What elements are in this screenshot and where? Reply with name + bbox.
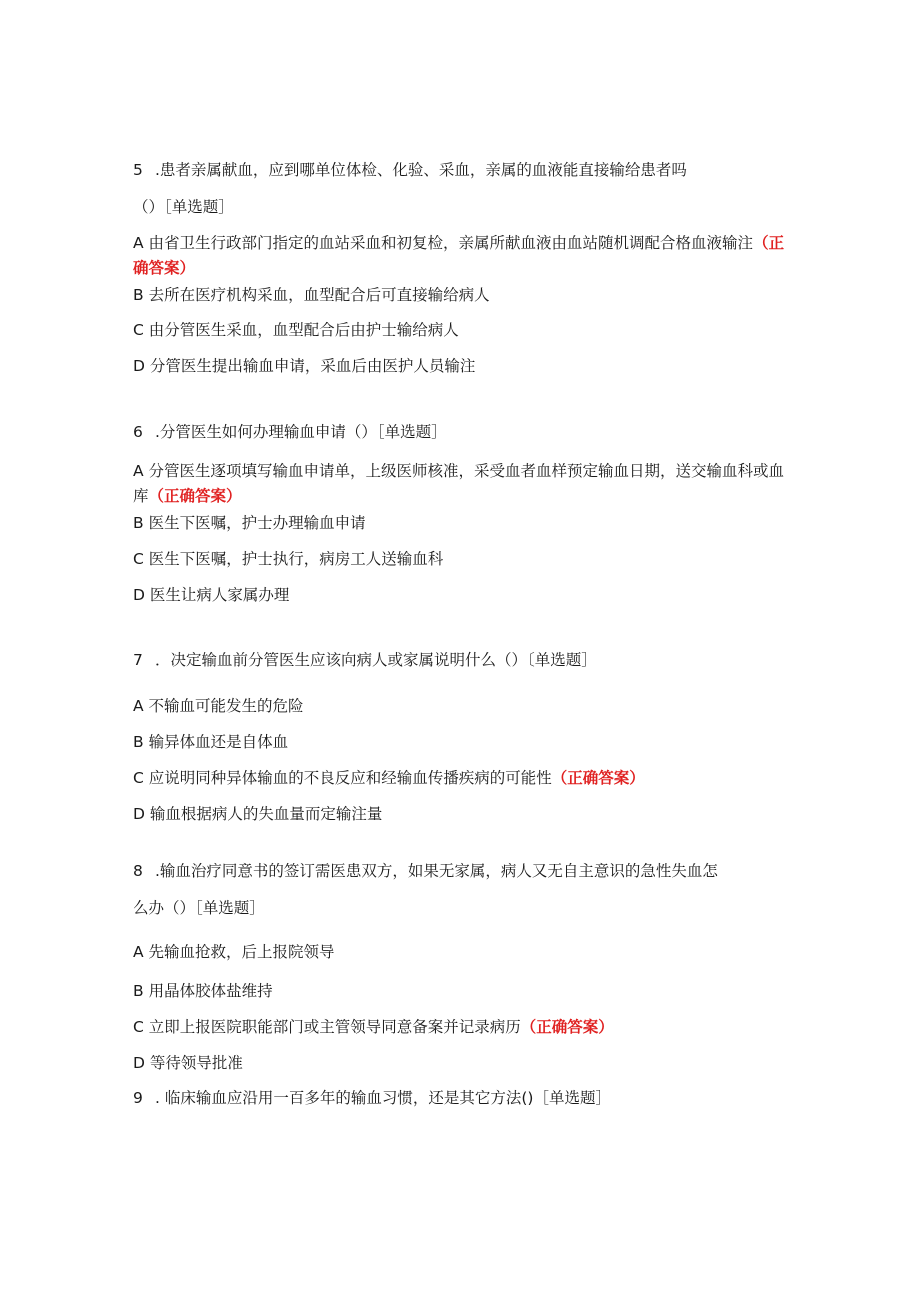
- option-label: C: [133, 769, 144, 787]
- question-text-continued: 么办（）［单选题］: [133, 899, 265, 917]
- option-text: 应说明同种异体输血的不良反应和经输血传播疾病的可能性: [148, 769, 552, 787]
- option-label: C: [133, 321, 144, 339]
- option-label: A: [133, 697, 144, 715]
- option-label: C: [133, 550, 144, 568]
- question-text: .分管医生如何办理输血申请（）［单选题］: [155, 423, 447, 441]
- question-5-option-a: [133, 231, 793, 281]
- option-text: 不输血可能发生的危险: [148, 697, 304, 715]
- option-text: 医生让病人家属办理: [149, 586, 290, 604]
- correct-answer-mark: （正确答案）: [148, 487, 242, 505]
- option-text: 立即上报医院职能部门或主管领导同意备案并记录病历: [148, 1018, 521, 1036]
- correct-answer-mark: （正确答案）: [133, 234, 785, 277]
- question-8-option-b: [133, 980, 793, 1002]
- question-6-title: [133, 421, 793, 443]
- option-text: 用晶体胶体盐维持: [148, 982, 273, 1000]
- question-5-option-d: [133, 355, 793, 377]
- option-text: 去所在医疗机构采血，血型配合后可直接输给病人: [148, 286, 490, 304]
- question-number: 5: [133, 161, 143, 179]
- question-5-title-cont: [133, 196, 793, 218]
- question-number: 7: [133, 651, 143, 669]
- question-7-option-b: [133, 731, 793, 753]
- question-7-option-d: [133, 803, 793, 825]
- option-label: A: [133, 943, 144, 961]
- question-9-title: [133, 1087, 793, 1109]
- question-text: .输血治疗同意书的签订需医患双方，如果无家属，病人又无自主意识的急性失血怎: [155, 862, 718, 880]
- question-7-option-c: [133, 767, 793, 789]
- option-text: 等待领导批准: [149, 1054, 243, 1072]
- question-number: 6: [133, 423, 143, 441]
- question-5-title: [133, 159, 793, 181]
- question-text: ．决定输血前分管医生应该向病人或家属说明什么（）〔单选题］: [155, 651, 597, 669]
- question-6-option-a: [133, 459, 793, 509]
- option-label: D: [133, 357, 145, 375]
- question-number: 8: [133, 862, 143, 880]
- question-8-option-d: [133, 1052, 793, 1074]
- question-text: .患者亲属献血，应到哪单位体检、化验、采血，亲属的血液能直接输给患者吗: [155, 161, 687, 179]
- option-label: D: [133, 805, 145, 823]
- option-text: 输血根据病人的失血量而定输注量: [149, 805, 383, 823]
- option-label: D: [133, 586, 145, 604]
- question-text: . 临床输血应沿用一百多年的输血习惯，还是其它方法()［单选题］: [155, 1089, 611, 1107]
- option-label: C: [133, 1018, 144, 1036]
- question-6-option-c: [133, 548, 793, 570]
- correct-answer-mark: （正确答案）: [551, 769, 645, 787]
- option-label: B: [133, 733, 144, 751]
- question-7-option-a: [133, 695, 793, 717]
- option-text: 由分管医生采血，血型配合后由护士输给病人: [148, 321, 459, 339]
- question-6-option-d: [133, 584, 793, 606]
- option-text: 分管医生提出输血申请，采血后由医护人员输注: [149, 357, 476, 375]
- option-label: B: [133, 286, 144, 304]
- question-5-option-b: [133, 284, 793, 306]
- option-label: B: [133, 514, 144, 532]
- question-7-title: [133, 649, 793, 671]
- option-text: 医生下医嘱，护士执行，病房工人送输血科: [148, 550, 444, 568]
- question-8-title: [133, 860, 793, 882]
- option-label: A: [133, 462, 144, 480]
- correct-answer-mark: （正确答案）: [520, 1018, 614, 1036]
- question-6-option-b: [133, 512, 793, 534]
- question-5-option-c: [133, 319, 793, 341]
- question-text-continued: （）［单选题］: [133, 198, 234, 216]
- option-label: B: [133, 982, 144, 1000]
- question-8-option-c: [133, 1016, 793, 1038]
- question-8-title-cont: [133, 897, 793, 919]
- question-number: 9: [133, 1089, 143, 1107]
- option-text: 先输血抢救，后上报院领导: [148, 943, 335, 961]
- option-label: A: [133, 234, 144, 252]
- option-text: 输异体血还是自体血: [148, 733, 289, 751]
- option-text: 分管医生逐项填写输血申请单，上级医师核准，采受血者血样预定输血日期，送交输血科或血库: [133, 462, 785, 505]
- option-text: 由省卫生行政部门指定的血站采血和初复检，亲属所献血液由血站随机调配合格血液输注: [148, 234, 754, 252]
- option-text: 医生下医嘱，护士办理输血申请: [148, 514, 366, 532]
- option-label: D: [133, 1054, 145, 1072]
- question-8-option-a: [133, 941, 793, 963]
